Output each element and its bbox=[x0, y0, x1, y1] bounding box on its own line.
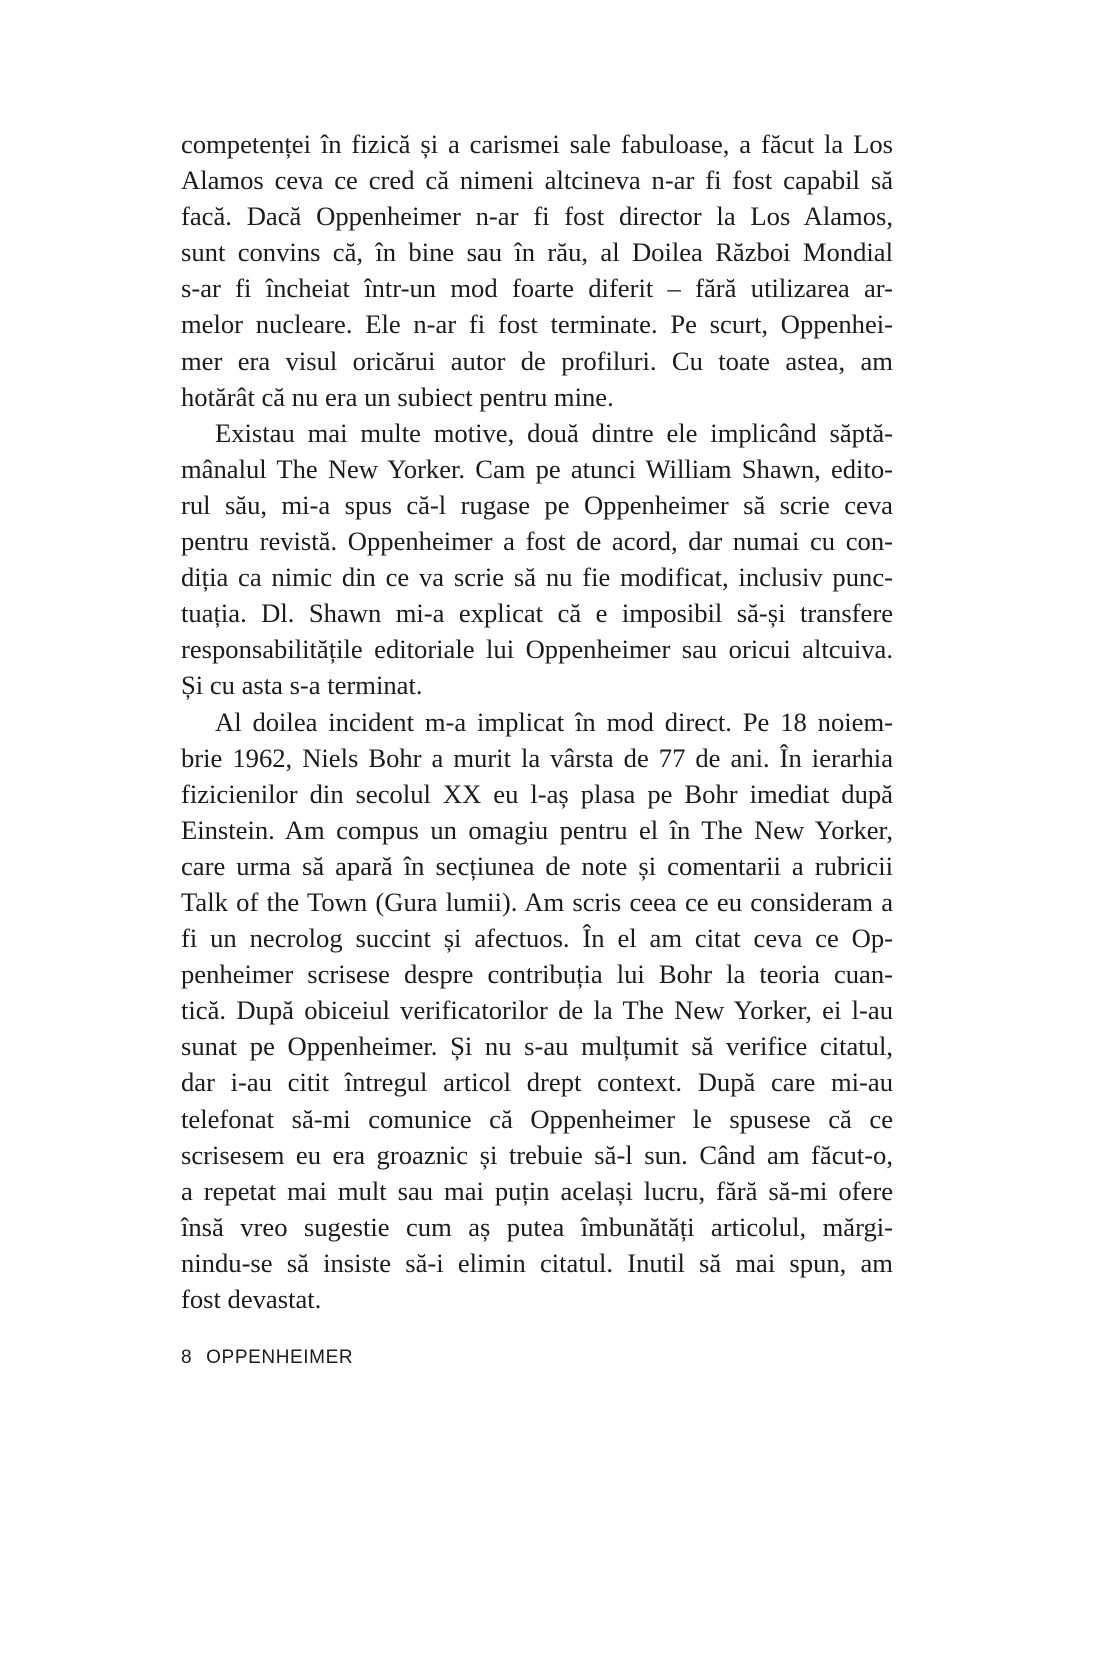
text-line: mer era visul oricărui autor de profiluri. Cu toate astea, am bbox=[181, 345, 893, 376]
text-line: sunt convins că, în bine sau în rău, al Doilea Război Mondial bbox=[181, 237, 893, 268]
page-footer bbox=[181, 1347, 353, 1369]
text-line: Al doilea incident m-a implicat în mod direct. Pe 18 noiem- bbox=[215, 706, 893, 737]
text-line: dar i-au citit întregul articol drept context. După care mi-au bbox=[181, 1067, 893, 1098]
text-line: diția ca nimic din ce va scrie să nu fie modificat, inclusiv punc- bbox=[181, 562, 893, 593]
text-line: Alamos ceva ce cred că nimeni altcineva n-ar fi fost capabil să bbox=[181, 165, 893, 196]
body-text bbox=[181, 126, 893, 1317]
running-title: OPPENHEIMER bbox=[206, 1347, 354, 1368]
text-line: brie 1962, Niels Bohr a murit la vârsta de 77 de ani. În ierarhia bbox=[181, 742, 893, 773]
text-line: penheimer scrisese despre contribuția lui Bohr la teoria cuan- bbox=[181, 959, 893, 990]
text-line: însă vreo sugestie cum aș putea îmbunătăți articolul, mărgi- bbox=[181, 1211, 893, 1242]
text-line: Talk of the Town (Gura lumii). Am scris ceea ce eu consideram a bbox=[181, 886, 893, 917]
text-line: a repetat mai mult sau mai puțin același lucru, fără să-mi ofere bbox=[181, 1175, 893, 1206]
text-line: fi un necrolog succint și afectuos. În el am citat ceva ce Op- bbox=[181, 923, 893, 954]
text-line: mânalul The New Yorker. Cam pe atunci William Shawn, edito- bbox=[181, 453, 893, 484]
text-line: facă. Dacă Oppenheimer n-ar fi fost director la Los Alamos, bbox=[181, 201, 893, 232]
text-line: competenței în fizică și a carismei sale fabuloase, a făcut la Los bbox=[181, 129, 893, 159]
text-line: nindu-se să insiste să-i elimin citatul. Inutil să mai spun, am bbox=[181, 1247, 893, 1278]
text-line: fost devastat. bbox=[181, 1284, 322, 1314]
text-line: s-ar fi încheiat într-un mod foarte diferit – fără utilizarea ar- bbox=[181, 273, 893, 304]
text-line: care urma să apară în secțiunea de note și comentarii a rubricii bbox=[181, 850, 893, 881]
text-line: fizicienilor din secolul XX eu l-aș plasa pe Bohr imediat după bbox=[181, 778, 893, 809]
text-line: tică. După obiceiul verificatorilor de la The New Yorker, ei l-au bbox=[181, 995, 893, 1026]
text-line: Și cu asta s-a terminat. bbox=[181, 670, 423, 701]
text-line: Existau mai multe motive, două dintre ele implicând săptă- bbox=[215, 417, 893, 448]
text-line: responsabilitățile editoriale lui Oppenheimer sau oricui altcuiva. bbox=[181, 634, 893, 665]
text-line: sunat pe Oppenheimer. Și nu s-au mulțumit să verifice citatul, bbox=[181, 1031, 893, 1062]
text-line: telefonat să-mi comunice că Oppenheimer le spusese că ce bbox=[181, 1103, 893, 1134]
text-line: Einstein. Am compus un omagiu pentru el în The New Yorker, bbox=[181, 814, 893, 845]
page-number: 8 bbox=[181, 1347, 193, 1368]
text-line: melor nucleare. Ele n-ar fi fost terminate. Pe scurt, Oppenhei- bbox=[181, 309, 893, 340]
text-line: scrisesem eu era groaznic și trebuie să-l sun. Când am făcut-o, bbox=[181, 1139, 893, 1170]
text-line: rul său, mi-a spus că-l rugase pe Oppenheimer să scrie ceva bbox=[181, 489, 893, 520]
text-line: hotărât că nu era un subiect pentru mine. bbox=[181, 381, 614, 412]
text-line: tuația. Dl. Shawn mi-a explicat că e imposibil să-și transfere bbox=[181, 598, 893, 629]
text-line: pentru revistă. Oppenheimer a fost de acord, dar numai cu con- bbox=[181, 526, 893, 557]
